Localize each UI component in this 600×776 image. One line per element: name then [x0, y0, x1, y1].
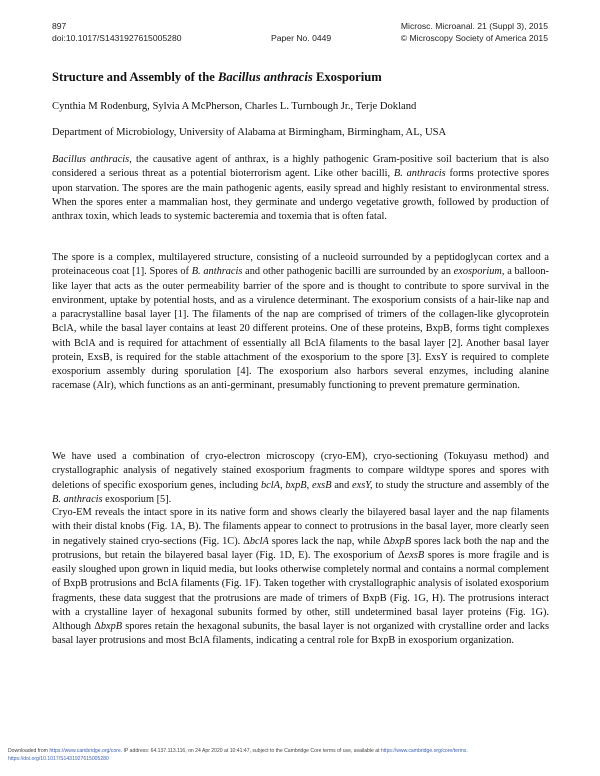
affiliation: Department of Microbiology, University of Alabama at Birmingham, Birmingham, AL, USA: [52, 127, 447, 138]
cambridge-core-link[interactable]: https://www.cambridge.org/core: [49, 748, 121, 754]
copyright: © Microscopy Society of America 2015: [400, 33, 548, 43]
paragraph-methods: We have used a combination of cryo-electron microscopy (cryo-EM), cryo-sectioning (Tokuyasu method) and crystallographic analysis of negatively stained exosporium fragments to compare wildtype spores and spores with deletions of specific exosporium genes, including bclA, bxpB, exsB and exsY, to study the structure and assembly of the B. anthracis exosporium [5].: [52, 451, 550, 505]
author-list: Cynthia M Rodenburg, Sylvia A McPherson, Charles L. Turnbough Jr., Terje Dokland: [52, 101, 417, 112]
paragraph-introduction: Bacillus anthracis, the causative agent of anthrax, is a highly pathogenic Gram-positive soil bacterium that is also considered a serious threat as a potential bioterrorism agent. Like other bacilli, B. anthracis forms protective spores upon starvation. The spores are the main pathogenic agents, easily spread and highly resistant to environmental stress. When the spores enter a mammalian host, they germinate and undergo vegetative growth, followed by production of anthrax toxin, which leads to systemic bacteremia and toxemia that is often fatal.: [52, 154, 549, 222]
doi-link[interactable]: https://doi.org/10.1017/S1431927615005280: [8, 756, 109, 762]
paper-number: Paper No. 0449: [271, 33, 332, 43]
paper-title: Structure and Assembly of the Bacillus anthracis Exosporium: [52, 70, 382, 84]
page-number: 897: [52, 21, 67, 31]
paragraph-results: Cryo-EM reveals the intact spore in its native form and shows clearly the bilayered basal layer and the nap filaments with their distal knobs (Fig. 1A, B). The filaments appear to connect to protrusions in the basal layer, more clearly seen in negatively stained cryo-sections (Fig. 1C). ΔbclA spores lack the nap, while ΔbxpB spores lack both the nap and the protrusions, but retain the bilayered basal layer (Fig. 1D, E). The exosporium of ΔexsB spores is more fragile and is easily sloughed upon grown in liquid media, but looks otherwise completely normal and contains a normal complement of BxpB protrusions and BclA filaments (Fig. 1F). Taken together with crystallographic analysis of isolated exosporium fragments, these data suggest that the protrusions are made of trimers of BxpB (Fig. 1G, H). The protrusions interact with a crystalline layer of hexagonal subunits formed by other, still undetermined basal layer proteins (Fig. 1G). Although ΔbxpB spores retain the hexagonal subunits, the basal layer is not organized with crystalline order and lacks basal layer protrusions and most BclA filaments, indicating a central role for BxpB in exosporium organization.: [52, 507, 549, 647]
terms-link[interactable]: https://www.cambridge.org/core/terms: [380, 748, 467, 754]
doi-footer: [8, 756, 109, 762]
paragraph-spore-structure: The spore is a complex, multilayered structure, consisting of a nucleoid surrounded by a peptidoglycan cortex and a proteinaceous coat [1]. Spores of B. anthracis and other pathogenic bacilli are surrounded by an exosporium, a balloon-like layer that acts as the outer permeability barrier of the spore and is thought to contribute to spore survival in the environment, uptake by potential hosts, and as a virulence determinant. The exosporium consists of a hair-like nap and a paracrystalline basal layer [1]. The filaments of the nap are comprised of trimers of the collagen-like glycoprotein BclA, while the basal layer contains at least 20 different proteins. One of these proteins, BxpB, forms tight complexes with BclA and is required for attachment of essentially all BclA filaments to the basal layer [2]. Another basal layer protein, ExsB, is required for the stable attachment of the exosporium to the spore [3]. ExsY is required to complete exosporium assembly during sporulation [4]. The exosporium also harbors several enzymes, including alanine racemase (Alr), which functions as an anti-germinant, presumably functioning to prevent premature germination.: [52, 252, 549, 392]
download-notice: Downloaded from https://www.cambridge.org/core. IP address: 64.137.113.116, on 24 Apr 2020 at 10:41:47, subject to the Cambridge Core terms of use, available at https://www.cambridge.org/core/terms.: [8, 748, 468, 754]
journal-citation: Microsc. Microanal. 21 (Suppl 3), 2015: [400, 21, 548, 31]
doi: doi:10.1017/S1431927615005280: [52, 33, 182, 43]
